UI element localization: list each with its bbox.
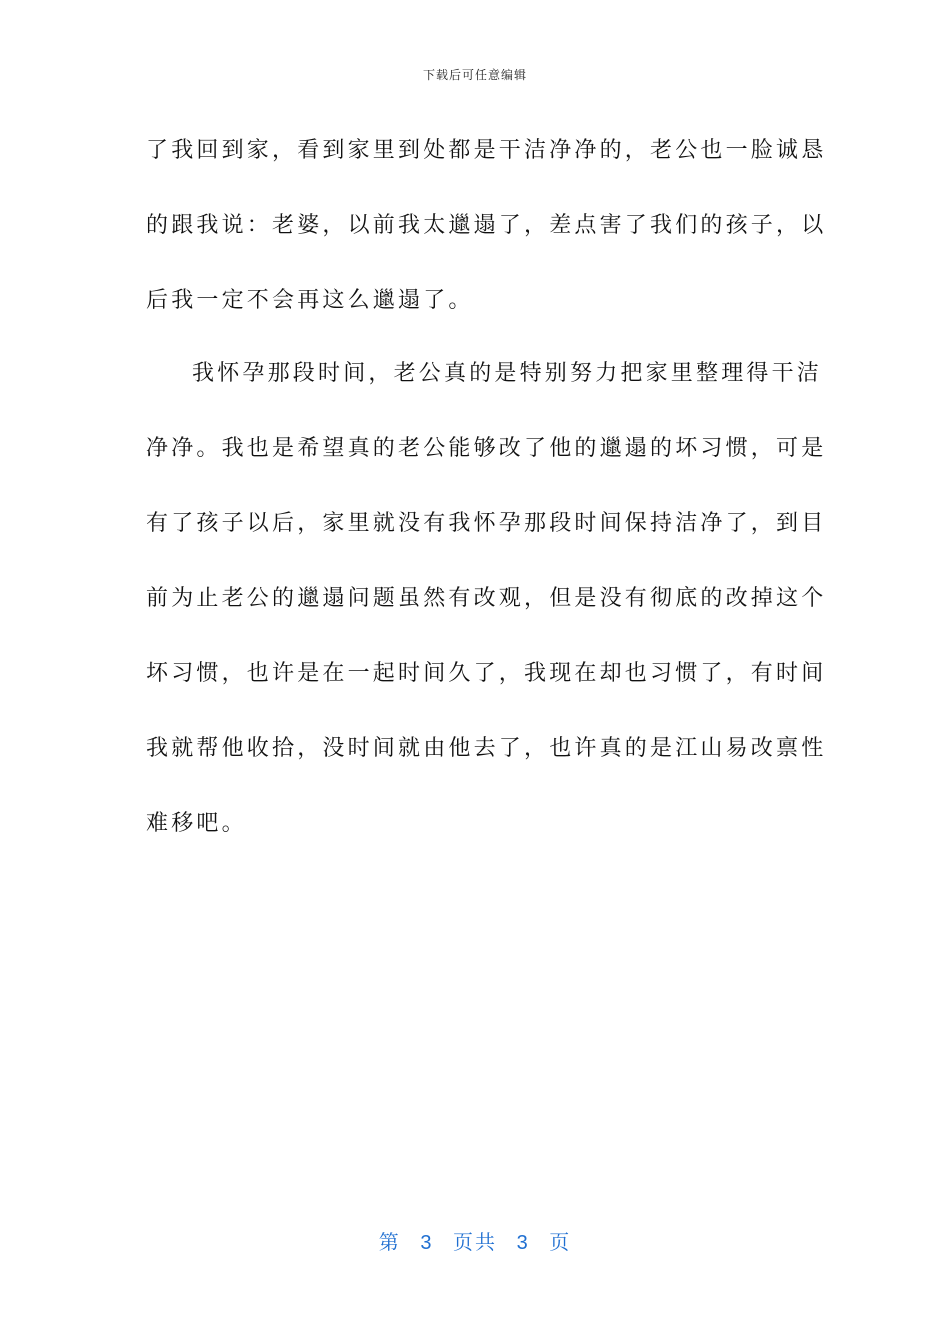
header-note: 下载后可任意编辑	[422, 68, 527, 82]
paragraph-start-line: 我怀孕那段时间，老公真的是特别努力把家里整理得干洁	[192, 361, 823, 386]
text-line: 有了孩子以后，家里就没有我怀孕那段时间保持洁净了，到目	[146, 511, 827, 536]
total-pages-number: 3	[516, 1232, 530, 1254]
text-line: 了我回到家，看到家里到处都是干洁净净的，老公也一脸诚恳	[146, 138, 827, 163]
text-line: 后我一定不会再这么邋遢了。	[146, 288, 474, 313]
page-mid: 页共	[453, 1232, 497, 1254]
page-footer	[0, 1226, 950, 1255]
page-suffix: 页	[549, 1232, 572, 1254]
text-line: 的跟我说：老婆，以前我太邋遢了，差点害了我们的孩子，以	[146, 213, 827, 238]
text-line: 难移吧。	[146, 811, 247, 836]
page-prefix: 第	[378, 1232, 401, 1254]
current-page-number: 3	[420, 1232, 434, 1254]
text-line: 我就帮他收拾，没时间就由他去了，也许真的是江山易改禀性	[146, 736, 827, 761]
text-line: 前为止老公的邋遢问题虽然有改观，但是没有彻底的改掉这个	[146, 586, 827, 611]
text-line: 净净。我也是希望真的老公能够改了他的邋遢的坏习惯，可是	[146, 436, 827, 461]
text-line: 坏习惯，也许是在一起时间久了，我现在却也习惯了，有时间	[146, 661, 827, 686]
